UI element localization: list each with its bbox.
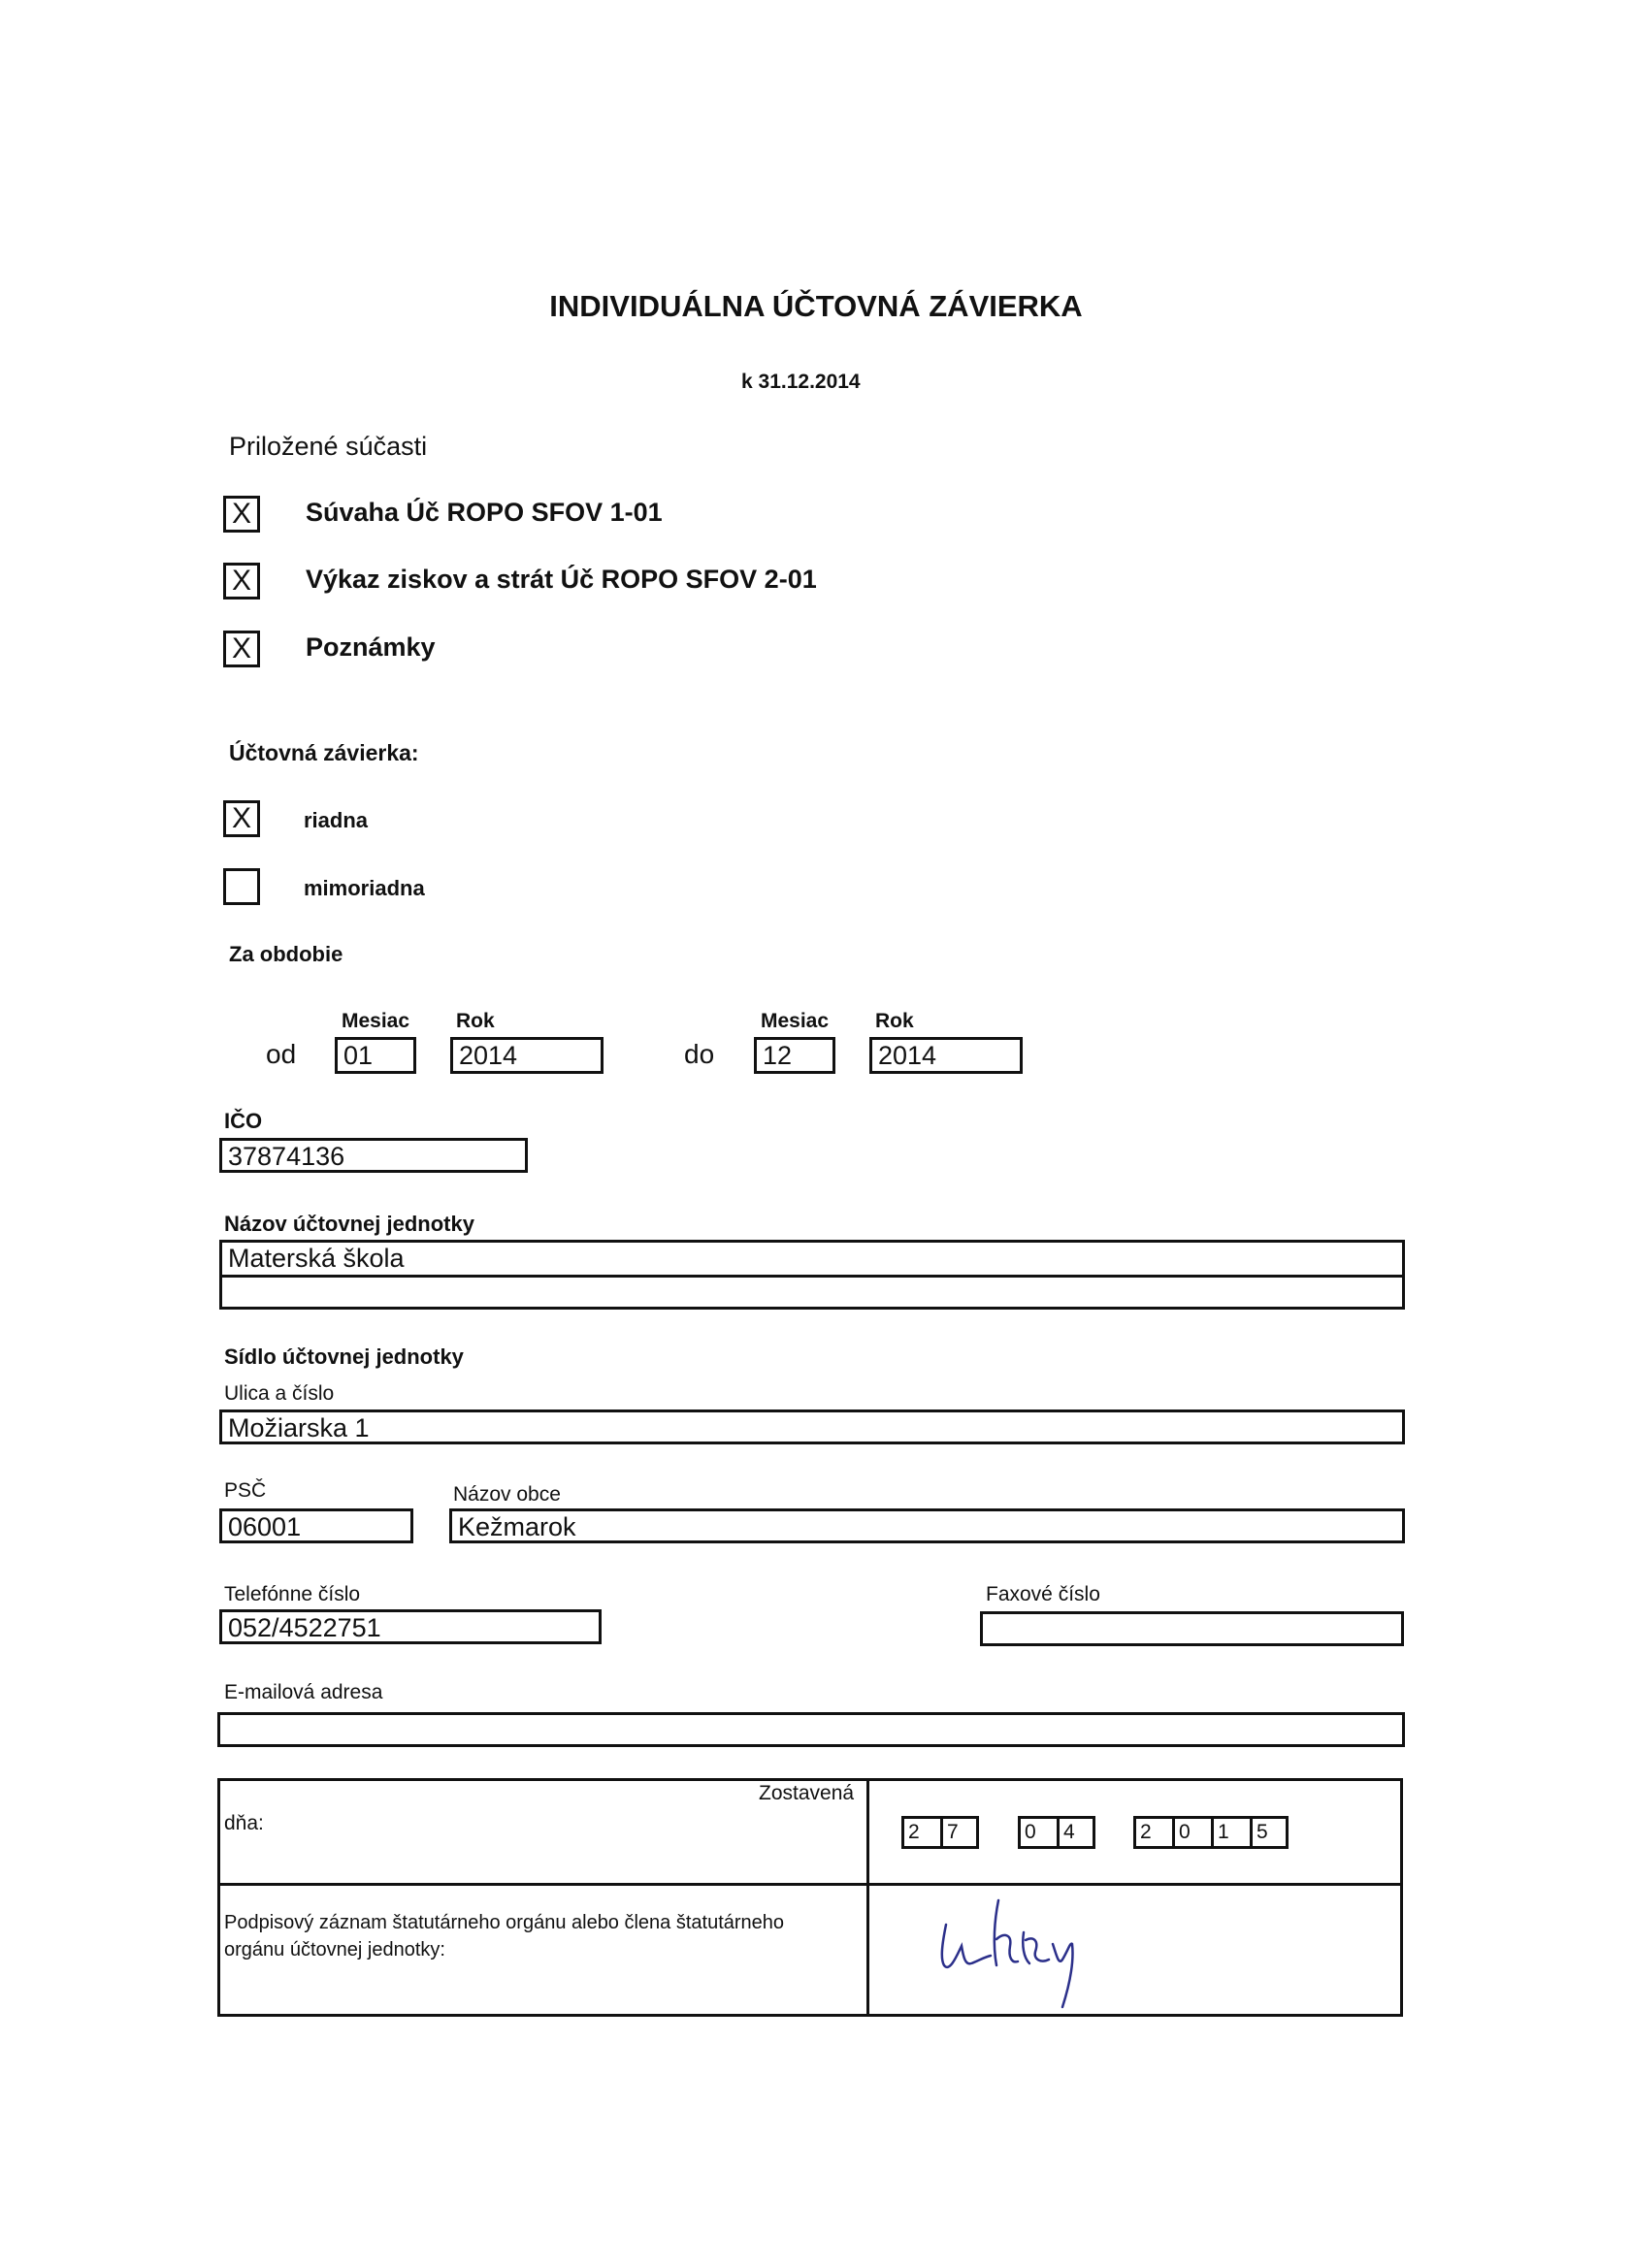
balance-date: k 31.12.2014	[741, 371, 861, 393]
compiled-day-digit-2[interactable]: 7	[940, 1816, 979, 1849]
phone-field[interactable]	[219, 1609, 602, 1644]
from-month-value: 01	[343, 1041, 374, 1070]
street-value: Možiarska 1	[228, 1413, 370, 1442]
from-month-label: Mesiac	[342, 1010, 410, 1032]
street-field[interactable]	[219, 1409, 1405, 1444]
compiled-month-digit-2[interactable]: 4	[1057, 1816, 1095, 1849]
from-year-label: Rok	[456, 1010, 495, 1032]
checkbox-riadna[interactable]: X	[223, 800, 260, 837]
ico-label: IČO	[224, 1109, 263, 1133]
table-vertical-divider	[866, 1781, 869, 2014]
attachment-label-vykaz: Výkaz ziskov a strát Úč ROPO SFOV 2-01	[306, 565, 817, 594]
email-label: E-mailová adresa	[224, 1681, 383, 1703]
from-year-field[interactable]	[450, 1037, 604, 1074]
to-month-field[interactable]	[754, 1037, 835, 1074]
from-label: od	[266, 1039, 297, 1069]
to-year-label: Rok	[875, 1010, 914, 1032]
compiled-month-digit-1[interactable]: 0	[1018, 1816, 1057, 1849]
compiled-year-digit-3[interactable]: 1	[1211, 1816, 1250, 1849]
period-heading: Za obdobie	[229, 942, 343, 966]
unit-name-label: Názov účtovnej jednotky	[224, 1212, 474, 1236]
checkbox-vykaz[interactable]: X	[223, 563, 260, 599]
ico-field[interactable]	[219, 1138, 528, 1173]
to-month-label: Mesiac	[761, 1010, 830, 1032]
compiled-day-digit-1[interactable]: 2	[901, 1816, 940, 1849]
compiled-label: Zostavená	[759, 1782, 855, 1804]
to-year-field[interactable]	[869, 1037, 1023, 1074]
from-month-field[interactable]	[335, 1037, 416, 1074]
compiled-signature-table	[217, 1778, 1403, 2017]
city-label: Názov obce	[453, 1483, 561, 1506]
closing-heading: Účtovná závierka:	[229, 740, 419, 765]
psc-label: PSČ	[224, 1479, 267, 1502]
attachment-label-suvaha: Súvaha Úč ROPO SFOV 1-01	[306, 498, 663, 527]
unit-name-field[interactable]	[219, 1240, 1405, 1310]
email-field[interactable]	[217, 1712, 1405, 1747]
option-label-riadna: riadna	[304, 808, 369, 832]
unit-name-line1: Materská škola	[228, 1244, 405, 1273]
seat-heading: Sídlo účtovnej jednotky	[224, 1345, 464, 1369]
checkbox-suvaha[interactable]: X	[223, 496, 260, 533]
signature-label: Podpisový záznam štatutárneho orgánu alebo člena štatutárneho orgánu účtovnej jednotky:	[224, 1912, 785, 1960]
attachments-heading: Priložené súčasti	[229, 432, 428, 461]
compiled-year-digit-4[interactable]: 5	[1250, 1816, 1289, 1849]
psc-field[interactable]	[219, 1508, 413, 1543]
checkbox-mimoriadna[interactable]	[223, 868, 260, 905]
page-title: INDIVIDUÁLNA ÚČTOVNÁ ZÁVIERKA	[549, 289, 1083, 323]
to-label: do	[684, 1039, 715, 1069]
fax-label: Faxové číslo	[986, 1583, 1100, 1605]
city-field[interactable]	[449, 1508, 1405, 1543]
phone-label: Telefónne číslo	[224, 1583, 361, 1605]
to-year-value: 2014	[878, 1041, 937, 1070]
option-label-mimoriadna: mimoriadna	[304, 876, 425, 900]
from-year-value: 2014	[459, 1041, 518, 1070]
signature-image	[929, 1886, 1161, 2017]
fax-field[interactable]	[980, 1611, 1404, 1646]
phone-value: 052/4522751	[228, 1613, 381, 1642]
to-month-value: 12	[763, 1041, 793, 1070]
unit-name-divider	[222, 1275, 1402, 1278]
street-label: Ulica a číslo	[224, 1382, 335, 1405]
compiled-year-digit-1[interactable]: 2	[1133, 1816, 1172, 1849]
ico-value: 37874136	[228, 1142, 345, 1171]
table-horizontal-divider	[220, 1883, 1400, 1886]
city-value: Kežmarok	[458, 1512, 576, 1541]
compiled-day-label: dňa:	[224, 1812, 264, 1834]
psc-value: 06001	[228, 1512, 302, 1541]
checkbox-poznamky[interactable]: X	[223, 631, 260, 667]
compiled-year-digit-2[interactable]: 0	[1172, 1816, 1211, 1849]
attachment-label-poznamky: Poznámky	[306, 632, 436, 662]
